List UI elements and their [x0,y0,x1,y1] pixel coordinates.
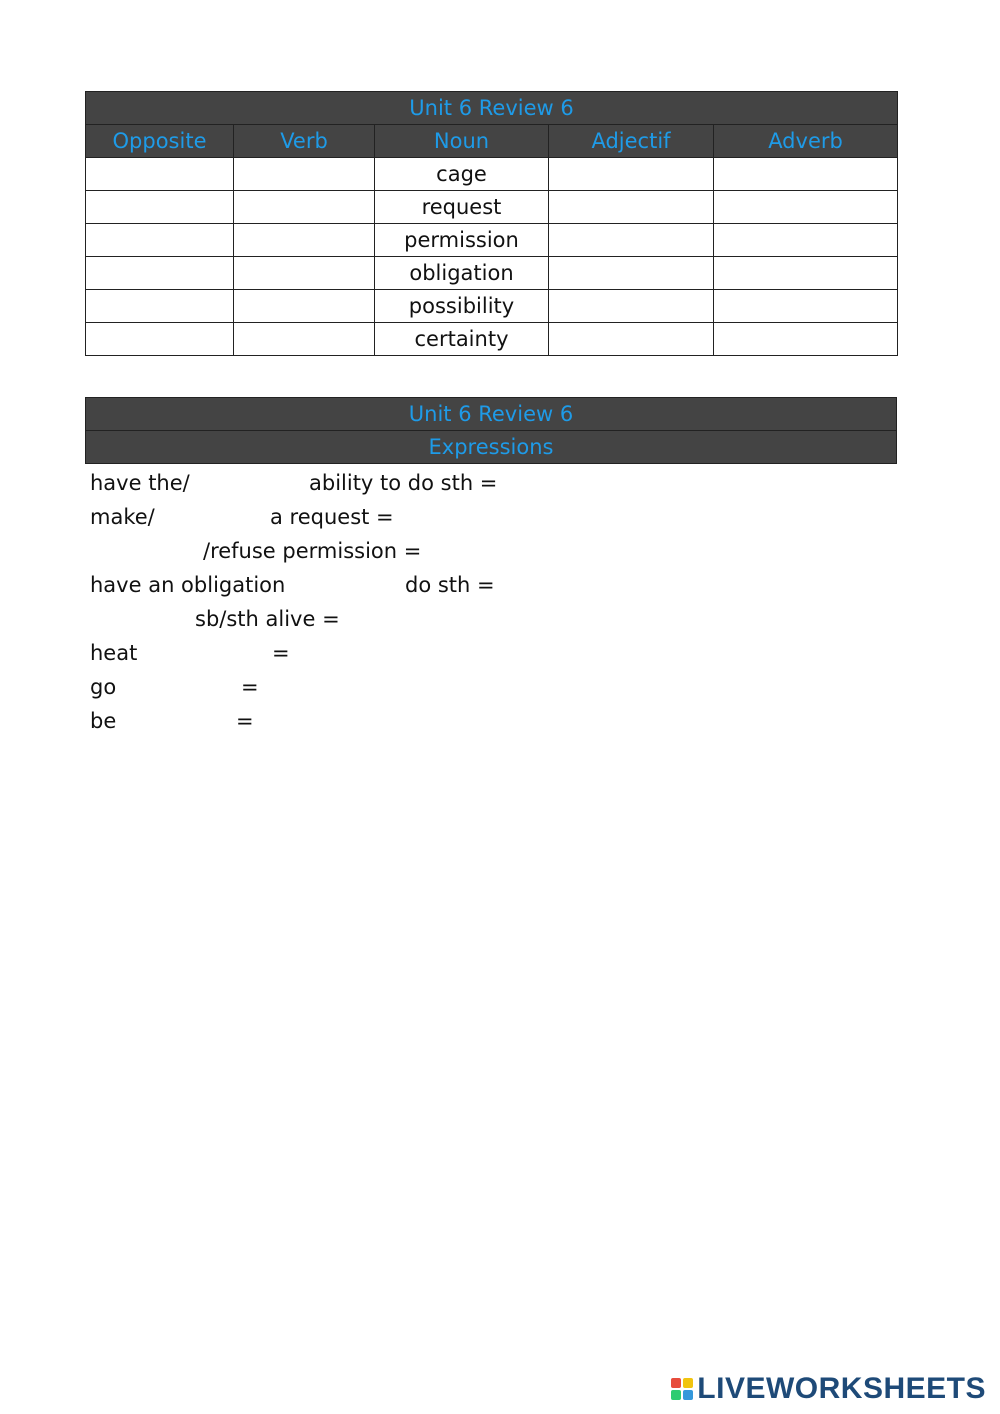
expression-line: heat [90,641,138,665]
column-header-adverb: Adverb [714,125,898,158]
adverb-answer-cell[interactable] [714,323,898,356]
noun-cell: obligation [375,257,549,290]
opposite-answer-cell[interactable] [86,290,234,323]
expression-line: = [241,675,259,699]
expressions-header-table [85,397,897,464]
adjectif-answer-cell[interactable] [549,290,714,323]
expression-line: have an obligation [90,573,286,597]
logo-text: LIVEWORKSHEETS [697,1372,986,1405]
adjectif-answer-cell[interactable] [549,158,714,191]
table-row [86,191,898,224]
adverb-answer-cell[interactable] [714,257,898,290]
table-row [86,290,898,323]
expression-line: a request = [270,505,394,529]
expression-line: do sth = [405,573,495,597]
adverb-answer-cell[interactable] [714,290,898,323]
adjectif-answer-cell[interactable] [549,191,714,224]
expression-line: make/ [90,505,155,529]
expressions-title: Unit 6 Review 6 [86,398,897,431]
table-row [86,323,898,356]
adjectif-answer-cell[interactable] [549,323,714,356]
expression-line: /refuse permission = [203,539,422,563]
adjectif-answer-cell[interactable] [549,257,714,290]
liveworksheets-logo [671,1372,986,1406]
opposite-answer-cell[interactable] [86,191,234,224]
opposite-answer-cell[interactable] [86,158,234,191]
expression-line: = [272,641,290,665]
word-forms-table [85,91,898,356]
liveworksheets-logo-icon [671,1378,693,1400]
adverb-answer-cell[interactable] [714,158,898,191]
expression-line: = [236,709,254,733]
table-title: Unit 6 Review 6 [86,92,898,125]
verb-answer-cell[interactable] [234,158,375,191]
column-header-opposite: Opposite [86,125,234,158]
table-row [86,257,898,290]
opposite-answer-cell[interactable] [86,257,234,290]
verb-answer-cell[interactable] [234,290,375,323]
column-header-verb: Verb [234,125,375,158]
noun-cell: cage [375,158,549,191]
noun-cell: request [375,191,549,224]
adverb-answer-cell[interactable] [714,224,898,257]
verb-answer-cell[interactable] [234,191,375,224]
opposite-answer-cell[interactable] [86,323,234,356]
expression-line: be [90,709,117,733]
noun-cell: permission [375,224,549,257]
verb-answer-cell[interactable] [234,323,375,356]
table-row [86,158,898,191]
table-row [86,224,898,257]
adjectif-answer-cell[interactable] [549,224,714,257]
opposite-answer-cell[interactable] [86,224,234,257]
noun-cell: possibility [375,290,549,323]
expression-line: ability to do sth = [309,471,498,495]
noun-cell: certainty [375,323,549,356]
expression-line: go [90,675,117,699]
column-header-adjectif: Adjectif [549,125,714,158]
expression-line: have the/ [90,471,190,495]
verb-answer-cell[interactable] [234,257,375,290]
expressions-subtitle: Expressions [86,431,897,464]
column-header-noun: Noun [375,125,549,158]
expression-line: sb/sth alive = [195,607,340,631]
adverb-answer-cell[interactable] [714,191,898,224]
verb-answer-cell[interactable] [234,224,375,257]
